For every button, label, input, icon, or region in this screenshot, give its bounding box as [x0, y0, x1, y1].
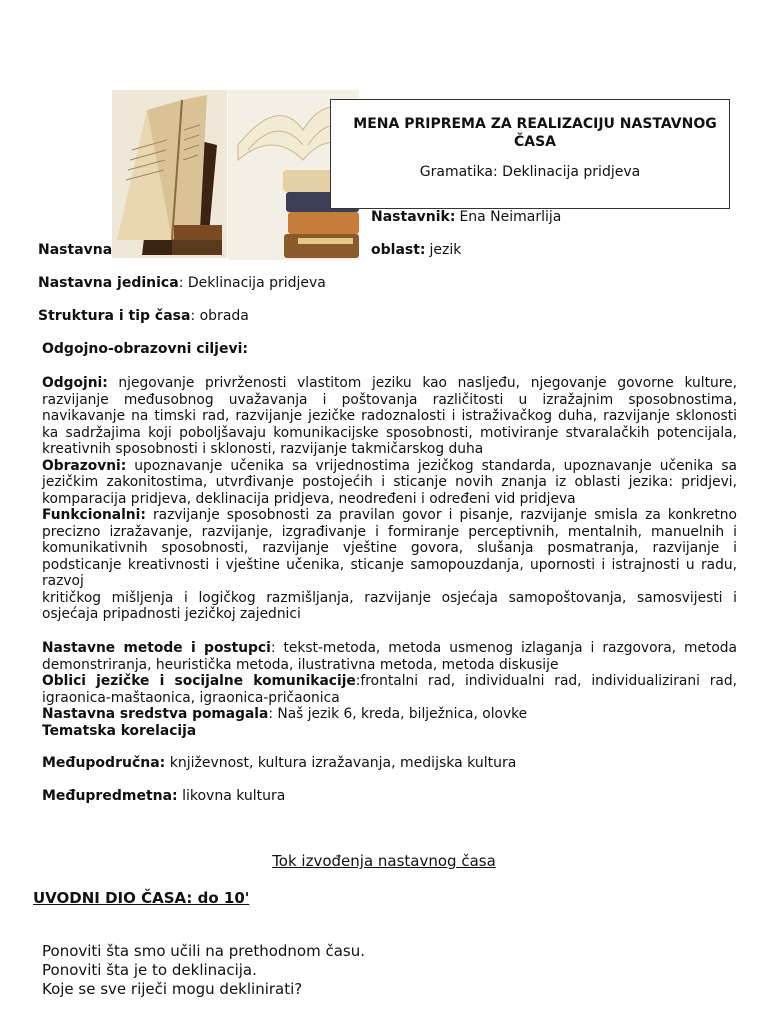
area-label-left: Nastavna — [38, 242, 113, 258]
teacher-label: Nastavnik: — [371, 209, 456, 225]
metode-label: Nastavne metode i postupci — [42, 640, 271, 656]
intro-questions — [42, 942, 365, 999]
obrazovni-text: upoznavanje učenika sa vrijednostima jezičkog standarda, upoznavanje učenika sa jezičkim zakonitostima, utvrđivanje postojećih i sticanje novih znanja iz oblasti jezika: pridjevi, komparacija pridjeva, deklinacija pridjeva, neodređeni i određeni vid pridjeva — [42, 457, 737, 507]
intro-heading: UVODNI DIO ČASA: do 10' — [33, 889, 250, 907]
question-item: Koje se sve riječi mogu deklinirati? — [42, 980, 303, 998]
odgojni-paragraph — [42, 375, 737, 458]
funkcionalni-paragraph-cont: kritičkog mišljenja i logičkog razmišljanja, razvijanje osjećaja samopoštovanja, samosvijesti i osjećaja pripadnosti jezičkoj zajednici — [42, 589, 737, 622]
sredstva-label: Nastavna sredstva pomagala — [42, 706, 269, 722]
funkcionalni-label: Funkcionalni: — [42, 507, 146, 523]
medjupodrucna-line — [42, 755, 516, 771]
medjupredmetna-text: likovna kultura — [177, 788, 286, 804]
structure-label: Struktura i tip časa — [38, 308, 191, 324]
teacher-value: Ena Neimarlija — [459, 209, 562, 225]
unit-value: : Deklinacija pridjeva — [178, 275, 326, 291]
old-books-image — [112, 90, 227, 258]
odgojni-text: njegovanje privrženosti vlastitom jeziku kao nasljeđu, njegovanje govorne kulture, razvijanje međusobnog uvažavanja i poštovanja različitosti u izražajnim sposobnostima, navikavanje na timski rad, razvijanje jezičke radoznalosti i istraživačkog duha, razvijanje sklonosti ka sadržajima koji poboljšavaju komunikacijske sposobnosti, motiviranje stvaralačkih potencijala, kreativnih sposobnosti i sklonosti, razvijanje takmičarskog duha — [42, 375, 737, 457]
oblici-label: Oblici jezičke i socijalne komunikacije — [42, 673, 356, 689]
medjupredmetna-label: Međupredmetna: — [42, 788, 178, 804]
goals-section — [42, 375, 737, 623]
goals-heading: Odgojno-obrazovni ciljevi: — [42, 341, 248, 357]
oblici-text: :frontalni rad, individualni rad, individualizirani rad, igraonica-maštaonica, igraonica-pričaonica — [42, 673, 737, 706]
question-item: Ponoviti šta smo učili na prethodnom času. — [42, 942, 366, 960]
funkcionalni-paragraph — [42, 507, 737, 590]
sredstva-text: : Naš jezik 6, kreda, bilježnica, olovke — [268, 706, 528, 722]
oblici-paragraph — [42, 673, 737, 706]
obrazovni-paragraph — [42, 458, 737, 508]
methods-section — [42, 640, 737, 739]
area-value: jezik — [429, 242, 462, 258]
korelacija-heading — [42, 723, 737, 740]
metode-paragraph — [42, 640, 737, 673]
structure-line — [38, 308, 249, 324]
medjupodrucna-text: književnost, kultura izražavanja, medijska kultura — [165, 755, 517, 771]
funkcionalni-text: razvijanje sposobnosti za pravilan govor i pisanje, razvijanje smisla za konkretno precizno izražavanje, razvijanje, izgrađivanje i formiranje perceptivnih, mentalnih, manuelnih i komunikativnih sposobnosti, razvijanje vještine govora, slušanja posmatranja, razvijanje i podsticanje kreativnosti i vještine učenika, sticanje samopouzdanja, upornosti i istrajnosti u radu, razvoj — [42, 507, 737, 589]
korelacija-label: Tematska korelacija — [42, 722, 197, 739]
area-label-right: oblast: — [371, 242, 426, 258]
flow-heading: Tok izvođenja nastavnog časa — [272, 852, 496, 870]
unit-line — [38, 275, 326, 291]
metode-text: : tekst-metoda, metoda usmenog izlaganja i razgovora, metoda demonstriranja, heuristička metoda, ilustrativna metoda, metoda diskusije — [42, 640, 737, 673]
teacher-line — [371, 209, 561, 225]
structure-value: : obrada — [190, 308, 249, 324]
document-subtitle: Gramatika: Deklinacija pridjeva — [419, 164, 641, 180]
sredstva-paragraph — [42, 706, 737, 723]
odgojni-label: Odgojni: — [42, 375, 108, 391]
medjupodrucna-label: Međupodručna: — [42, 755, 166, 771]
question-item: Ponoviti šta je to deklinacija. — [42, 961, 257, 979]
unit-label: Nastavna jedinica — [38, 275, 179, 291]
document-title: MENA PRIPREMA ZA REALIZACIJU NASTAVNOG ČASA — [353, 116, 717, 150]
medjupredmetna-line — [42, 788, 285, 804]
area-line — [371, 242, 461, 258]
obrazovni-label: Obrazovni: — [42, 457, 127, 474]
title-box — [330, 99, 730, 209]
